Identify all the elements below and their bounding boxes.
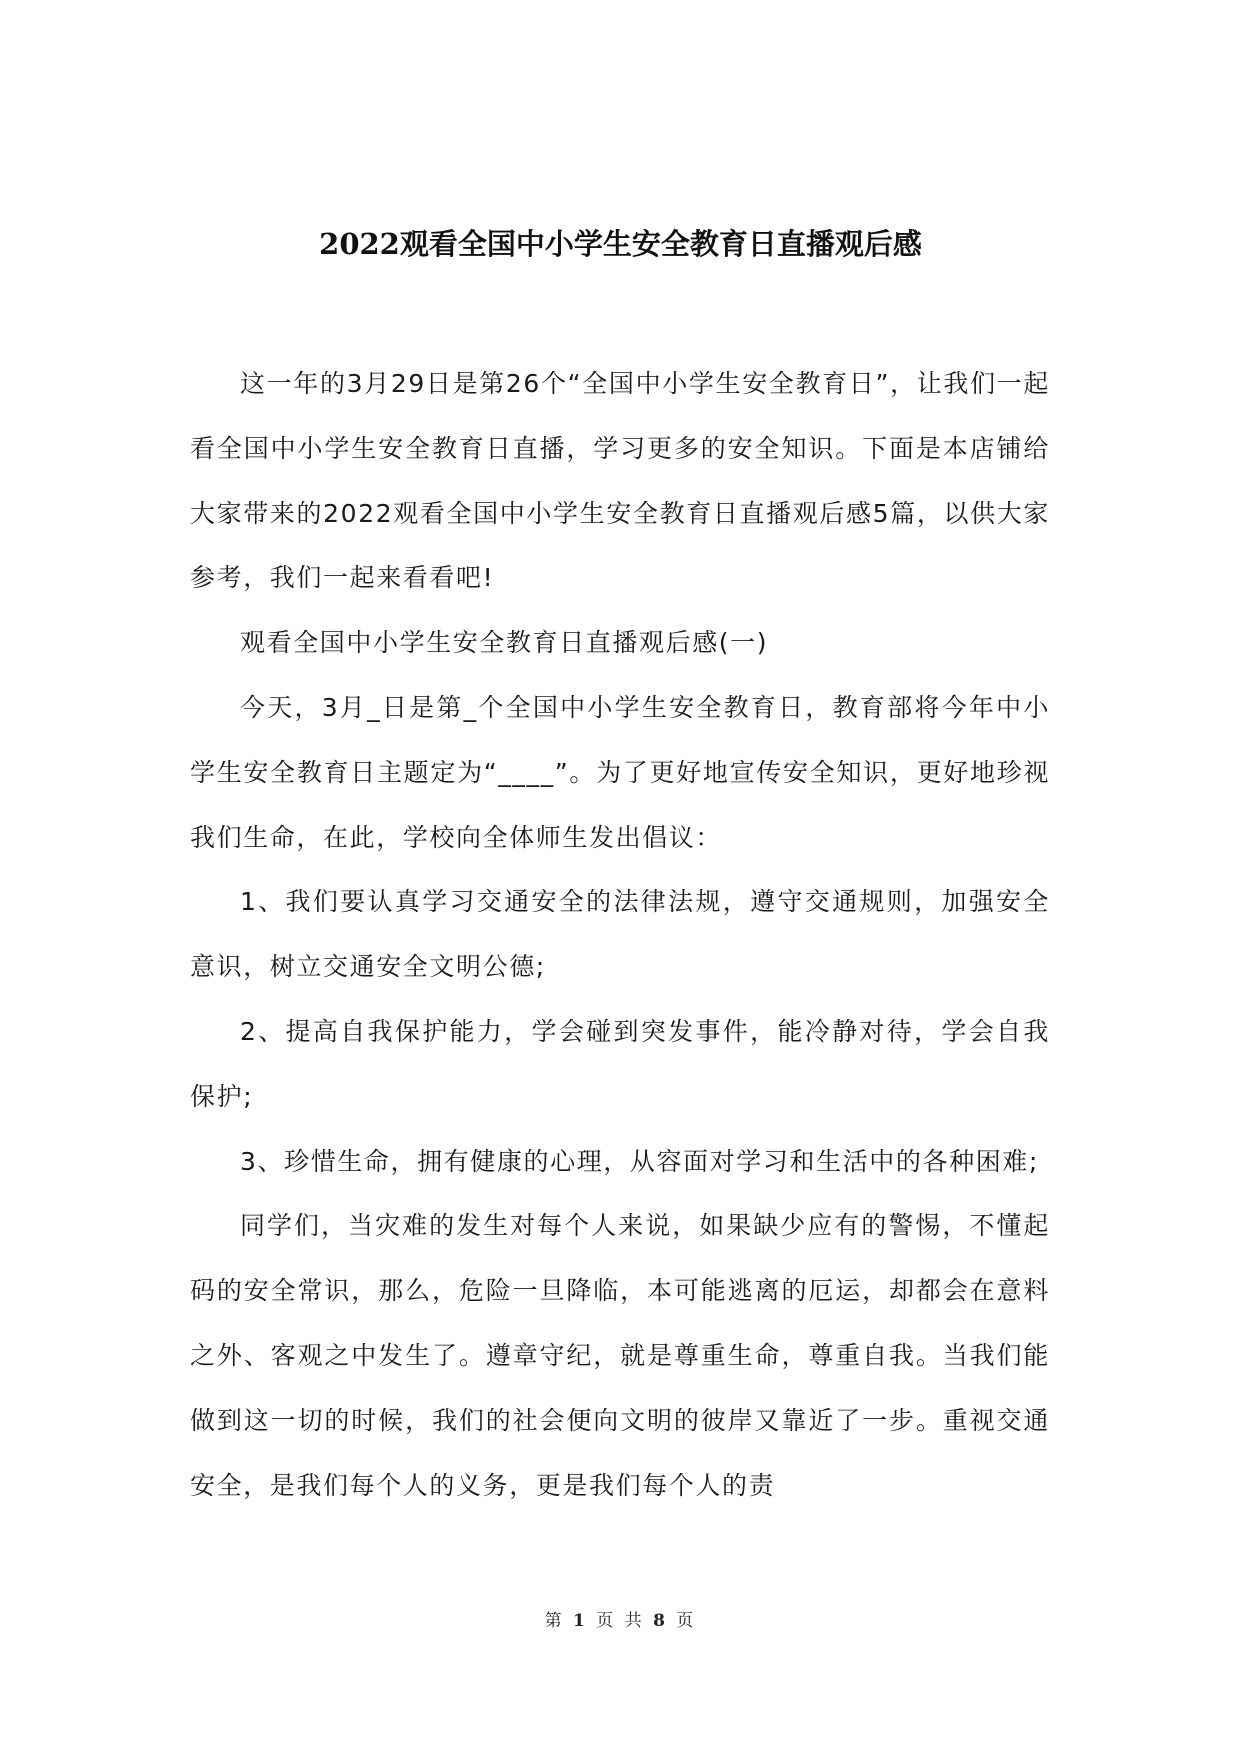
list-item: 3、珍惜生命，拥有健康的心理，从容面对学习和生活中的各种困难; xyxy=(240,1146,1039,1176)
body-paragraph: 同学们，当灾难的发生对每个人来说，如果缺少应有的警惕，不懂起码的安全常识，那么，危险一旦降临，本可能逃离的厄运，却都会在意料之外、客观之中发生了。遵章守纪，就是尊重生命，尊重自我。当我们能做到这一切的时候，我们的社会便向文明的彼岸又靠近了一步。重视交通安全，是我们每个人的义务，更是我们每个人的责 xyxy=(190,1211,1050,1500)
footer-middle: 页 共 xyxy=(596,1611,645,1631)
footer-suffix: 页 xyxy=(676,1611,697,1631)
intro-paragraph: 这一年的3月29日是第26个“全国中小学生安全教育日”，让我们一起看全国中小学生安全教育日直播，学习更多的安全知识。下面是本店铺给大家带来的2022观看全国中小学生安全教育日直播观后感5篇，以供大家参考，我们一起来看看吧! xyxy=(190,369,1050,593)
document-body xyxy=(190,352,1050,1518)
current-page-number: 1 xyxy=(573,1611,588,1631)
footer-prefix: 第 xyxy=(544,1611,565,1631)
body-paragraph: 今天，3月_日是第_个全国中小学生安全教育日，教育部将今年中小学生安全教育日主题定为“____”。为了更好地宣传安全知识，更好地珍视我们生命，在此，学校向全体师生发出倡议： xyxy=(190,692,1050,852)
section-heading: 观看全国中小学生安全教育日直播观后感(一) xyxy=(240,628,769,658)
document-title: 2022观看全国中小学生安全教育日直播观后感 xyxy=(319,227,922,261)
list-item: 1、我们要认真学习交通安全的法律法规，遵守交通规则，加强安全意识，树立交通安全文明公德; xyxy=(190,887,1050,982)
page-footer xyxy=(0,1609,1241,1633)
list-item: 2、提高自我保护能力，学会碰到突发事件，能冷静对待，学会自我保护; xyxy=(190,1016,1050,1111)
total-pages-number: 8 xyxy=(653,1611,668,1631)
